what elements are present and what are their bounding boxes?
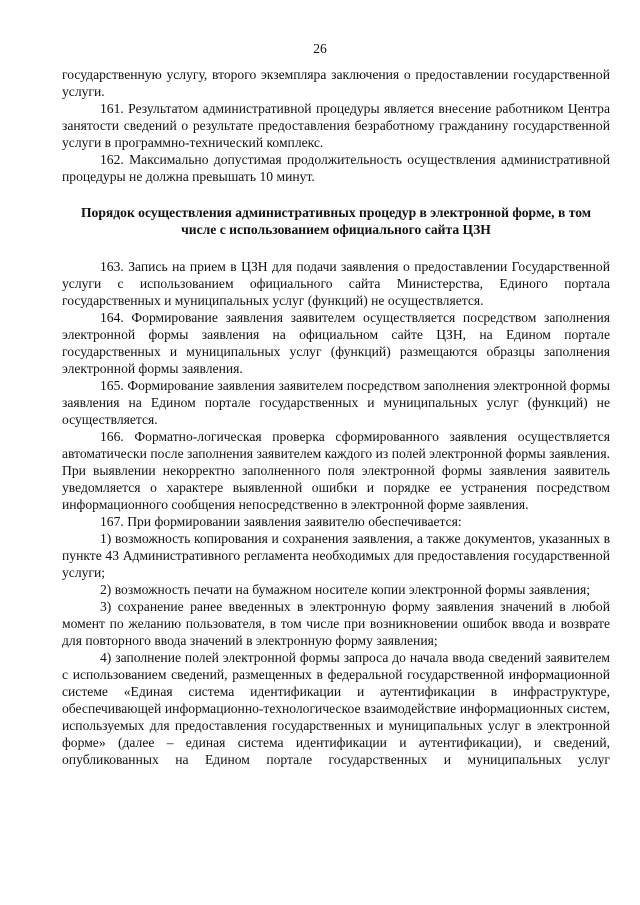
paragraph-continuation: государственную услугу, второго экземпляра заключения о предоставлении государственной услуги.: [62, 67, 610, 99]
paragraph-161: 161. Результатом административной процедуры является внесение работником Центра занятости сведений о результате предоставления безработному гражданину государственной услуги в программно-технический комплекс.: [62, 101, 610, 150]
list-item-4: 4) заполнение полей электронной формы запроса до начала ввода сведений заявителем с использованием сведений, размещенных в федеральной государственной информационной системе «Единая система идентификации и аутентификации в инфраструктуре, обеспечивающей информационно-технологическое взаимодействие информационных систем, используемых для предоставления государственных и муниципальных услуг в электронной форме» (далее – единая система идентификации и аутентификации), и сведений, опубликованных на Едином портале государственных и муниципальных услуг: [62, 650, 610, 767]
page-content: [62, 66, 610, 768]
paragraph-165: 165. Формирование заявления заявителем посредством заполнения электронной формы заявления на Едином портале государственных и муниципальных услуг (функций) не осуществляется.: [62, 378, 610, 427]
paragraph-166: 166. Форматно-логическая проверка сформированного заявления осуществляется автоматически после заполнения заявителем каждого из полей электронной формы заявления. При выявлении некорректно заполненного поля электронной формы заявления заявитель уведомляется о характере выявленной ошибки и порядке ее устранения посредством информационного сообщения непосредственно в электронной форме заявления.: [62, 429, 610, 512]
list-item-1: 1) возможность копирования и сохранения заявления, а также документов, указанных в пункте 43 Административного регламента необходимых для предоставления государственной услуги;: [62, 531, 610, 580]
paragraph-163: 163. Запись на прием в ЦЗН для подачи заявления о предоставлении Государственной услуги с использованием официального сайта Министерства, Единого портала государственных и муниципальных услуг (функций) не осуществляется.: [62, 259, 610, 308]
list-item-2: 2) возможность печати на бумажном носителе копии электронной формы заявления;: [100, 582, 591, 597]
paragraph-167: 167. При формировании заявления заявителю обеспечивается:: [100, 514, 462, 529]
paragraph-164: 164. Формирование заявления заявителем осуществляется посредством заполнения электронной формы заявления на официальном сайте ЦЗН, на Едином портале государственных и муниципальных услуг (функций) размещаются образцы заполнения электронной формы заявления.: [62, 310, 610, 376]
paragraph-162: 162. Максимально допустимая продолжительность осуществления административной процедуры не должна превышать 10 минут.: [62, 152, 610, 184]
list-item-3: 3) сохранение ранее введенных в электронную форму заявления значений в любой момент по желанию пользователя, в том числе при возникновении ошибок ввода и возврате для повторного ввода значений в электронную форму заявления;: [62, 599, 610, 648]
section-heading: Порядок осуществления административных процедур в электронной форме, в том числе с использованием официального сайта ЦЗН: [80, 205, 591, 237]
page-number: 26: [313, 41, 327, 56]
